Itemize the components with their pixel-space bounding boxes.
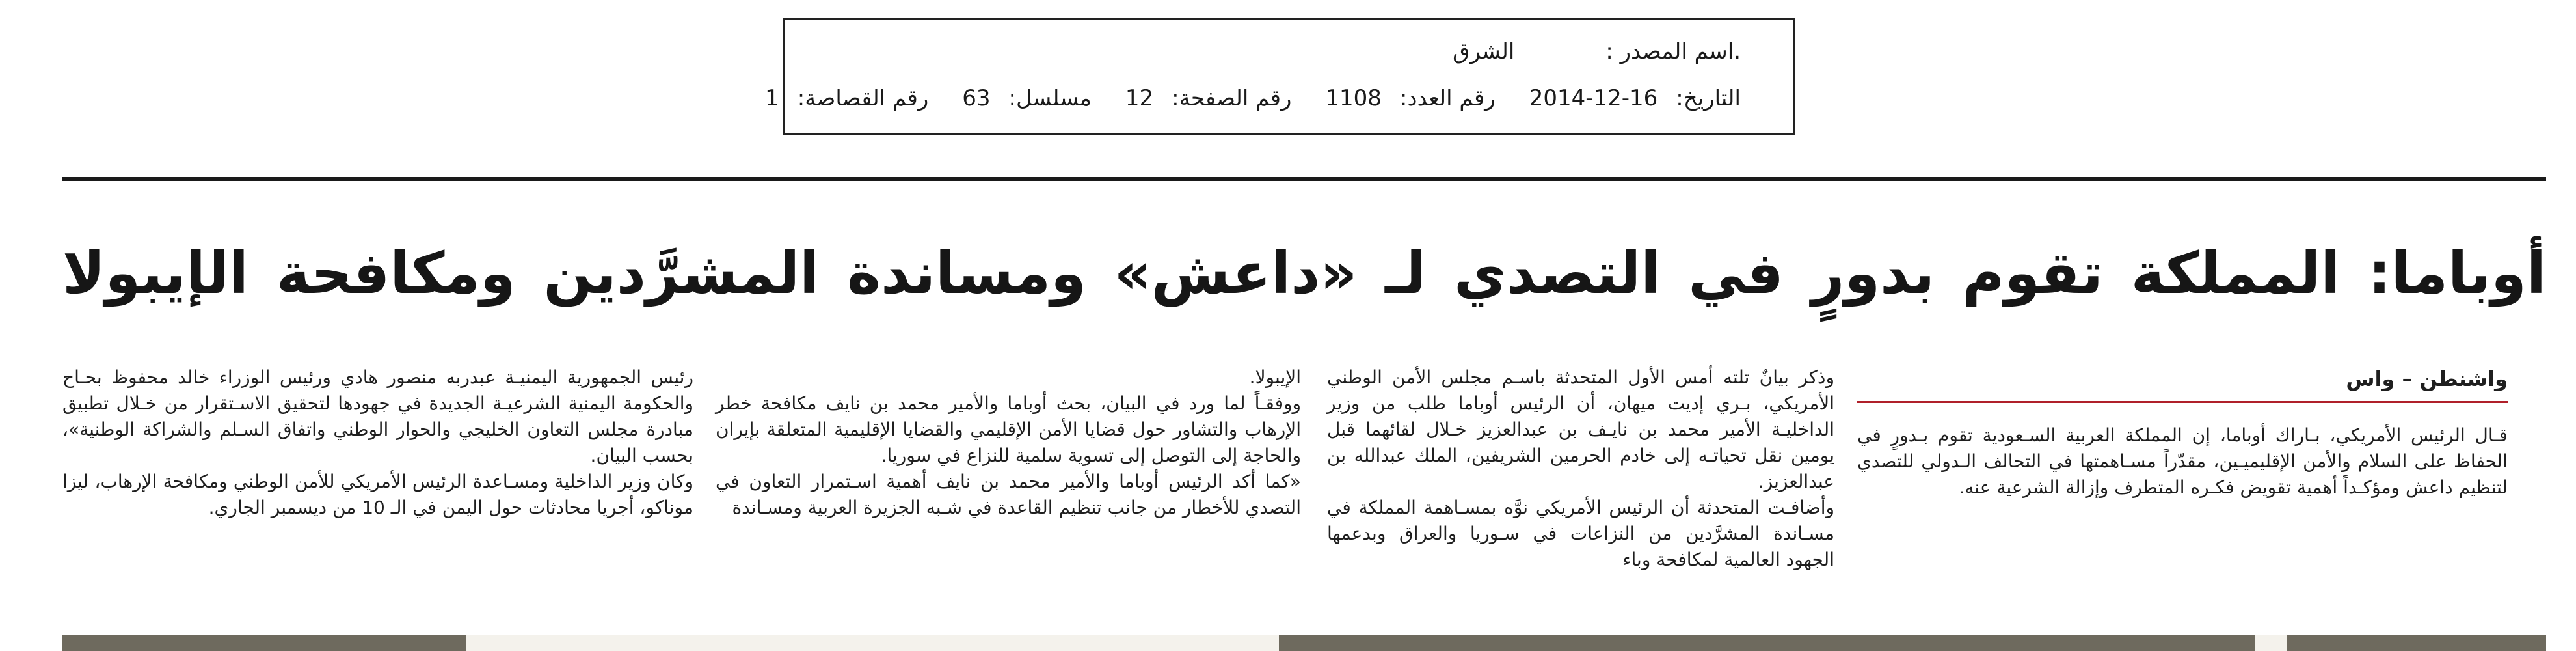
source-row <box>1453 38 1741 64</box>
column-paragraph: قـال الرئيس الأمريكي، بـاراك أوباما، إن المملكة العربية السـعودية تقوم بـدورٍ في الحفاظ على السلام والأمن الإقليميـين، مقدّراً مسـاهمتها في التحالف الـدولي للتصدي لتنظيم داعش ومؤكـداً أهمية تقويض فكـره المتطرف وإزالة الشرعية عنه. <box>1857 424 2508 498</box>
issue-info-row <box>765 85 1741 111</box>
source-label: .اسم المصدر : <box>1605 38 1741 64</box>
article-headline: أوباما: المملكة تقوم بدورٍ في التصدي لـ «داعش» ومساندة المشرَّدين ومكافحة الإيبولا <box>62 240 2546 307</box>
article-column-2 <box>1327 365 1834 573</box>
column-paragraph: «كما أكد الرئيس أوباما والأمير محمد بن نايف أهمية اسـتمرار التعاون في التصدي للأخطار من جانب تنظيم القاعدة في شـبه الجزيرة العربية ومسـاندة <box>716 471 1301 518</box>
footer-rule <box>2287 635 2546 651</box>
issue-value: 1108 <box>1325 85 1382 111</box>
footer-divider <box>62 635 2546 651</box>
serial-label: مسلسل: <box>1008 85 1092 111</box>
footer-rule <box>1279 635 2255 651</box>
date-label: التاريخ: <box>1676 85 1741 111</box>
issue-label: رقم العدد: <box>1399 85 1496 111</box>
clip-value: 1 <box>765 85 779 111</box>
article-column-3 <box>716 365 1301 521</box>
page-value: 12 <box>1125 85 1154 111</box>
date-value: 2014-12-16 <box>1529 85 1658 111</box>
serial-value: 63 <box>962 85 991 111</box>
article-column-1 <box>1857 365 2508 501</box>
column-paragraph: رئيس الجمهورية اليمنيـة عبدربه منصور هادي ورئيس الوزراء خالد محفوظ بحـاح والحكومة اليمنية الشرعيـة الجديدة في جهودها لتحقيق الاسـتقرار من خـلال تطبيق مبادرة مجلس التعاون الخليجي والحوار الوطني واتفاق السـلم والشراكة الوطنية»، بحسب البيان. <box>62 367 693 466</box>
footer-rule-gap <box>2255 635 2287 651</box>
column-paragraph: ووفقـاً لما ورد في البيان، بحث أوباما والأمير محمد بن نايف مكافحة خطر الإرهاب والتشاور حول قضايا الأمن الإقليمي والقضايا الإقليمية المتعلقة بإيران والحاجة إلى التوصل إلى تسوية سلمية للنزاع في سوريا. <box>716 393 1301 466</box>
source-value: الشرق <box>1453 38 1515 64</box>
column-paragraph: الإيبولا. <box>1249 367 1301 388</box>
footer-rule-gap <box>466 635 1279 651</box>
footer-rule <box>62 635 466 651</box>
article-column-4 <box>62 365 693 521</box>
column-paragraph: وذكر بيانٌ تلته أمس الأول المتحدثة باسـم مجلس الأمن الوطني الأمريكي، بـري إديت ميهان، أن الرئيس أوباما طلب من وزير الداخليـة الأمير محمد بن نايـف بن عبدالعزيز خـلال لقائهما قبل يومين نقل تحياتـه إلى خادم الحرمين الشريفين، الملك عبدالله بن عبدالعزيز. <box>1327 367 1834 492</box>
source-metadata-box <box>765 18 1795 135</box>
page-label: رقم الصفحة: <box>1172 85 1292 111</box>
header-rule <box>62 177 2546 181</box>
clip-label: رقم القصاصة: <box>797 85 929 111</box>
column-paragraph: وأضافـت المتحدثة أن الرئيس الأمريكي نوَّه بمسـاهمة المملكة في مسـاندة المشرَّدين من النزاعات في سـوريا والعراق وبدعمها الجهود العالمية لمكافحة وباء <box>1327 497 1834 570</box>
column-paragraph: وكان وزير الداخلية ومسـاعدة الرئيس الأمريكي للأمن الوطني ومكافحة الإرهاب، ليزا موناكو، أجريا محادثات حول اليمن في الـ 10 من ديسمبر الجاري. <box>62 471 693 518</box>
byline: واشنطن – واس <box>1857 365 2508 403</box>
